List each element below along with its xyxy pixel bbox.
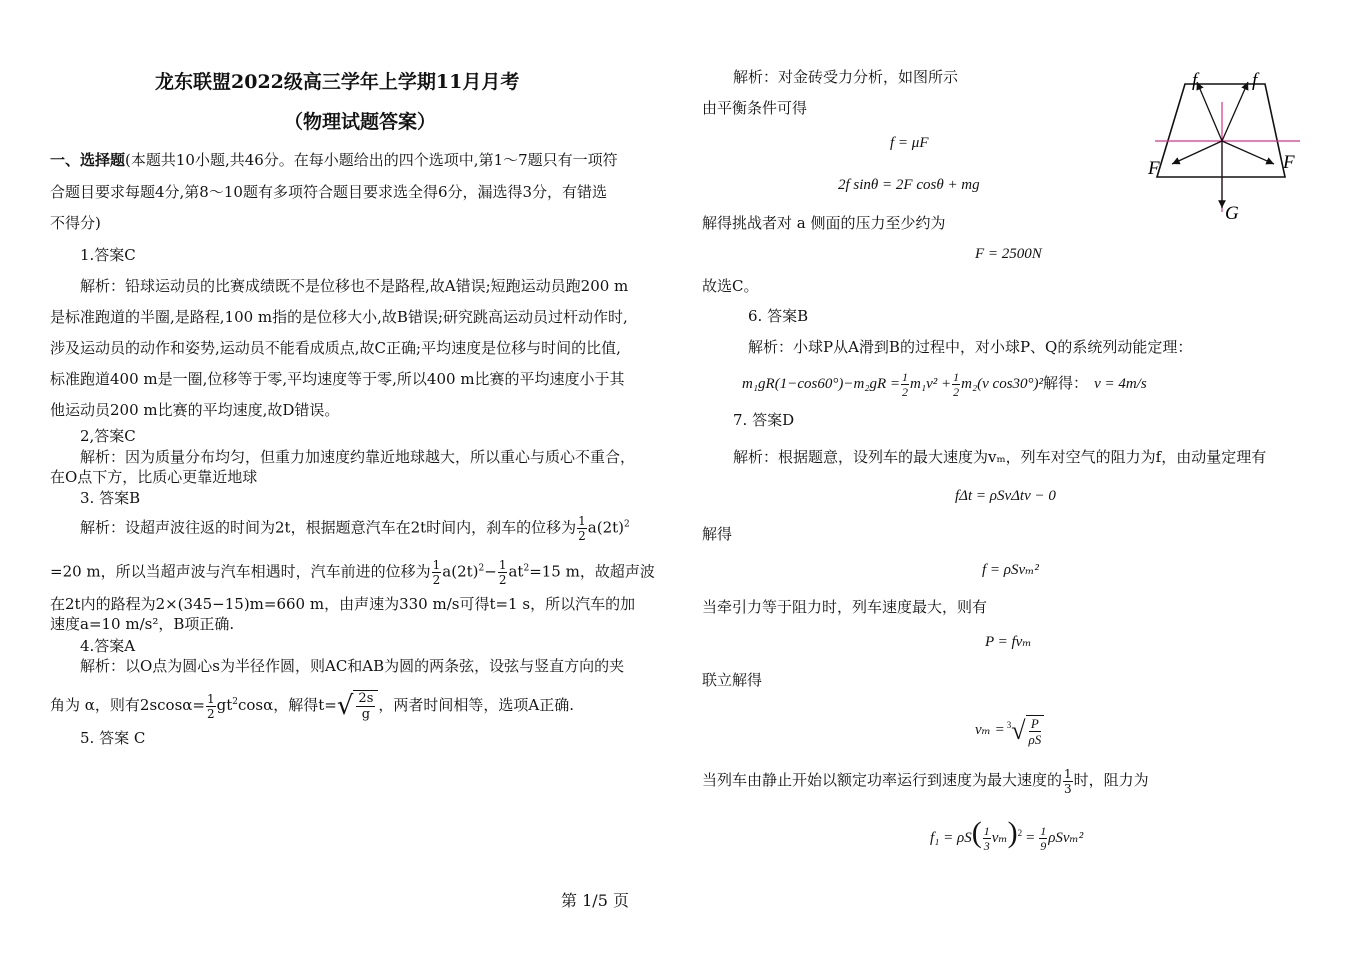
fraction-denominator: 2 <box>902 385 909 400</box>
radical-sign-icon: √ <box>1011 715 1026 745</box>
section-line1-text: (本题共10小题,共46分。在每小题给出的四个选项中,第1～7题只有一项符 <box>125 151 618 169</box>
fraction-numerator: 1 <box>1040 824 1047 839</box>
q6-eq-part2: m₁v² + <box>910 376 952 392</box>
friction-arrow-right <box>1222 82 1248 141</box>
fraction-denominator: 2 <box>206 706 215 721</box>
q3-answer: 3. 答案B <box>80 489 141 507</box>
q1-line1: 解析：铅球运动员的比赛成绩既不是位移也不是路程,故A错误;短跑运动员跑200 m <box>80 277 629 295</box>
q6-eq-result: v = 4m/s <box>1094 376 1147 392</box>
q3-line2-text: =20 m，所以当超声波与汽车相遇时，汽车前进的位移为 <box>50 562 431 581</box>
fraction-numerator: 1 <box>498 558 507 572</box>
q7-line5-tail: 时，阻力为 <box>1073 771 1149 789</box>
root-denominator: g <box>361 707 371 722</box>
q1-line2: 是标准跑道的半圈,是路程,100 m指的是位移大小,故B错误;研究跳高运动员过杆动作时, <box>50 308 628 326</box>
q4-answer: 4.答案A <box>80 637 136 655</box>
fraction-numerator: 1 <box>902 370 909 385</box>
q4-expr: gt <box>216 696 233 714</box>
q7-line3: 当牵引力等于阻力时，列车速度最大，则有 <box>702 598 988 616</box>
superscript: 2 <box>624 519 630 530</box>
q5-line1: 解析：对金砖受力分析，如图所示 <box>733 68 959 86</box>
page-footer: 第 1/5 页 <box>561 891 629 910</box>
q5-answer: 5. 答案 C <box>80 729 146 747</box>
q2-answer: 2,答案C <box>80 427 136 445</box>
superscript: 2 <box>232 697 238 707</box>
label-f-right: f <box>1252 70 1258 91</box>
q7-line5-text: 当列车由静止开始以额定功率运行到速度为最大速度的 <box>702 771 1063 789</box>
q7-eq5 <box>930 810 1083 856</box>
q3-line2-expr1: a(2t) <box>442 562 479 581</box>
q2-line2: 在O点下方，比质心更靠近地球 <box>50 468 258 486</box>
normal-force-arrow-right <box>1222 141 1274 164</box>
q5-line3: 解得挑战者对 a 侧面的压力至少约为 <box>702 214 946 232</box>
q7-line1: 解析：根据题意，设列车的最大速度为vₘ，列车对空气的阻力为f，由动量定理有 <box>733 448 1267 466</box>
label-F-right: F <box>1283 152 1295 173</box>
root-numerator: 2s <box>358 691 374 706</box>
fraction-half <box>498 558 508 587</box>
q7-line4: 联立解得 <box>702 671 763 689</box>
cube-root <box>1011 715 1044 747</box>
label-G: G <box>1225 203 1239 224</box>
q3-line1-expr: a(2t) <box>587 518 625 537</box>
fraction-numerator: 1 <box>953 370 960 385</box>
q3-line1 <box>80 514 630 543</box>
fraction-numerator: 1 <box>432 558 441 572</box>
q4-line1: 解析：以O点为圆心s为半径作圆，则AC和AB为圆的两条弦，设弦与竖直方向的夹 <box>80 657 625 675</box>
fraction-numerator: 1 <box>1064 766 1072 781</box>
fraction-half <box>206 692 216 721</box>
trapezoid-block <box>1157 84 1285 177</box>
q7-eq4 <box>975 704 1044 746</box>
q3-line2-expr2: at <box>508 562 524 581</box>
q7-eq1: fΔt = ρSvΔtv − 0 <box>955 488 1056 504</box>
q5-eq2: 2f sinθ = 2F cosθ + mg <box>838 177 980 193</box>
fraction-denominator: 2 <box>953 385 960 400</box>
q1-line4: 标准跑道400 m是一圈,位移等于零,平均速度等于零,所以400 m比赛的平均速度小于其 <box>50 370 625 388</box>
force-diagram <box>1140 62 1310 228</box>
q1-answer: 1.答案C <box>80 246 136 264</box>
fraction-half <box>901 370 909 399</box>
section-intro-line2: 合题目要求每题4分,第8～10题有多项符合题目要求选全得6分，漏选得3分，有错选 <box>50 183 608 201</box>
page-subtitle: （物理试题答案） <box>284 111 437 133</box>
label-F-left: F <box>1148 158 1160 179</box>
right-paren-icon: ) <box>1007 816 1018 849</box>
q4-line2-mid: cosα，解得t= <box>237 696 337 714</box>
section-heading: 一、选择题 <box>50 151 126 169</box>
fraction-denominator: 3 <box>983 839 990 854</box>
q7-line5 <box>702 762 1149 798</box>
q7-eq4-lhs: vₘ = <box>975 722 1005 738</box>
fraction-denominator: 3 <box>1064 781 1072 796</box>
q7-eq5-lhs: f₁ = ρS <box>930 830 972 846</box>
fraction-denominator: 2 <box>432 573 441 587</box>
section-intro-line1 <box>50 150 618 170</box>
minus-sign: − <box>484 562 497 581</box>
q3-line3: 在2t内的路程为2×(345−15)m=660 m，由声速为330 m/s可得t=1 s，所以汽车的加 <box>50 595 636 613</box>
q7-line2: 解得 <box>702 525 733 543</box>
superscript: 2 <box>1017 828 1023 838</box>
normal-force-arrow-left <box>1172 141 1222 164</box>
label-f-left: f <box>1192 70 1198 91</box>
equals-sign: = <box>1025 830 1036 846</box>
q6-eq-solve-label: 解得： <box>1043 376 1089 392</box>
fraction-numerator: 1 <box>578 514 586 528</box>
fraction-half <box>577 514 587 543</box>
q1-line5: 他运动员200 m比赛的平均速度,故D错误。 <box>50 401 340 419</box>
fraction-denominator: 2 <box>498 573 507 587</box>
q6-eq-part3: m₂(v cos30°)² <box>961 376 1044 392</box>
q3-line2-tail: =15 m，故超声波 <box>529 562 655 581</box>
friction-arrow-left <box>1197 82 1222 141</box>
q6-answer: 6. 答案B <box>748 307 809 325</box>
q7-answer: 7. 答案D <box>733 411 795 429</box>
q7-eq5-rhs: ρSvₘ² <box>1048 830 1084 846</box>
fraction-third <box>983 824 991 853</box>
superscript: 2 <box>523 563 530 574</box>
q5-eq1: f = μF <box>890 135 929 151</box>
left-paren-icon: ( <box>971 816 982 849</box>
q2-line1: 解析：因为质量分布均匀，但重力加速度约靠近地球越大，所以重心与质心不重合， <box>80 448 636 466</box>
fraction-half <box>952 370 960 399</box>
q4-line2-text: 角为 α，则有2scosα= <box>50 696 205 714</box>
q4-line2-tail: ，两者时间相等，选项A正确. <box>378 696 574 714</box>
q3-line1-text: 解析：设超声波往返的时间为2t，根据题意汽车在2t时间内，刹车的位移为 <box>80 518 577 537</box>
radical-sign-icon: √ <box>336 691 354 721</box>
fraction-third <box>1063 767 1073 796</box>
q6-equation <box>742 366 1147 402</box>
fraction-denominator: 9 <box>1040 839 1047 854</box>
section-intro-line3: 不得分) <box>50 214 101 232</box>
q3-line4: 速度a=10 m/s²，B项正确. <box>50 615 235 633</box>
q1-line3: 涉及运动员的动作和姿势,运动员不能看成质点,故C正确;平均速度是位移与时间的比值, <box>50 339 621 357</box>
fraction-numerator: 1 <box>206 691 215 706</box>
q5-eq3: F = 2500N <box>975 246 1042 262</box>
root-numerator: P <box>1030 715 1039 731</box>
square-root <box>337 690 379 722</box>
q7-eq3: P = fvₘ <box>985 634 1032 650</box>
q6-line1: 解析：小球P从A滑到B的过程中，对小球P、Q的系统列动能定理： <box>748 338 1193 356</box>
cube-root-index: 3 <box>1006 720 1012 730</box>
q5-line2: 由平衡条件可得 <box>702 99 808 117</box>
q4-line2 <box>50 684 574 720</box>
q7-eq5-vm: vₘ <box>991 830 1008 846</box>
q5-line4: 故选C。 <box>702 277 759 295</box>
fraction-ninth <box>1039 824 1047 853</box>
root-denominator: ρS <box>1028 731 1042 747</box>
fraction-half <box>432 558 442 587</box>
fraction-numerator: 1 <box>983 824 990 839</box>
q3-line2 <box>50 558 655 587</box>
page-title: 龙东联盟2022级高三学年上学期11月月考 <box>155 71 520 93</box>
fraction-denominator: 2 <box>578 529 586 543</box>
q7-eq2: f = ρSvₘ² <box>982 562 1039 578</box>
q6-eq-part1: m₁gR(1−cos60°)−m₂gR = <box>742 376 901 392</box>
superscript: 2 <box>478 563 485 574</box>
